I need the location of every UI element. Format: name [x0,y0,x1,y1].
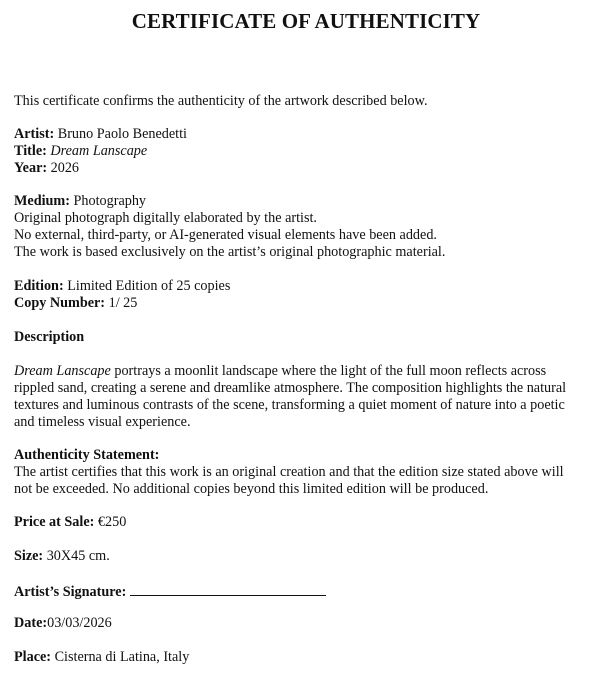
artist-value: Bruno Paolo Benedetti [57,126,187,142]
year-value: 2026 [50,160,80,176]
medium-detail-line: No external, third-party, or AI-generated visual elements have been added. [14,227,437,243]
page-title: CERTIFICATE OF AUTHENTICITY [131,9,481,33]
authenticity-heading: Authenticity Statement: [14,447,160,463]
signature-label: Artist’s Signature: [14,584,127,600]
medium-detail-line: The work is based exclusively on the artist’s original photographic material. [14,244,446,260]
price-line [14,514,126,531]
intro-text: This certificate confirms the authenticity of the artwork described below. [14,93,428,109]
size-label: Size: [14,548,44,564]
signature-line [14,582,326,601]
artist-line [14,126,187,143]
date-value: 03/03/2026 [47,615,112,631]
title-line [14,143,147,160]
year-label: Year: [14,160,48,176]
medium-detail-line: Original photograph digitally elaborated by the artist. [14,210,317,226]
authenticity-line: The artist certifies that this work is an original creation and that the edition size stated above will [14,464,564,480]
title-value: Dream Lanscape [50,143,148,159]
price-value: €250 [97,514,127,530]
signature-blank-line [130,582,326,596]
year-line [14,160,79,177]
edition-line [14,278,230,295]
authenticity-line: not be exceeded. No additional copies beyond this limited edition will be produced. [14,481,489,497]
copy-number-line [14,295,137,312]
price-label: Price at Sale: [14,514,95,530]
size-line [14,548,110,565]
title-label: Title: [14,143,47,159]
medium-line [14,193,146,210]
date-line [14,615,112,632]
description-title: Dream Lanscape [14,363,111,379]
place-label: Place: [14,649,52,665]
edition-label: Edition: [14,278,64,294]
edition-value: Limited Edition of 25 copies [67,278,231,294]
description-text: portrays a moonlit landscape where the light of the full moon reflects across [110,363,547,379]
medium-value: Photography [73,193,147,209]
date-label: Date: [14,615,48,631]
description-heading: Description [14,329,85,345]
place-line [14,649,189,666]
artist-label: Artist: [14,126,55,142]
description-line: textures and luminous contrasts of the scene, transforming a quiet moment of nature into a poetic [14,397,565,413]
size-value: 30X45 cm. [46,548,110,564]
description-line: and timeless visual experience. [14,414,191,430]
description-line [14,363,546,380]
copy-number-value: 1/ 25 [108,295,138,311]
medium-label: Medium: [14,193,70,209]
description-line: rippled sand, creating a serene and dreamlike atmosphere. The composition highlights the natural [14,380,567,396]
place-value: Cisterna di Latina, Italy [54,649,190,665]
copy-number-label: Copy Number: [14,295,106,311]
